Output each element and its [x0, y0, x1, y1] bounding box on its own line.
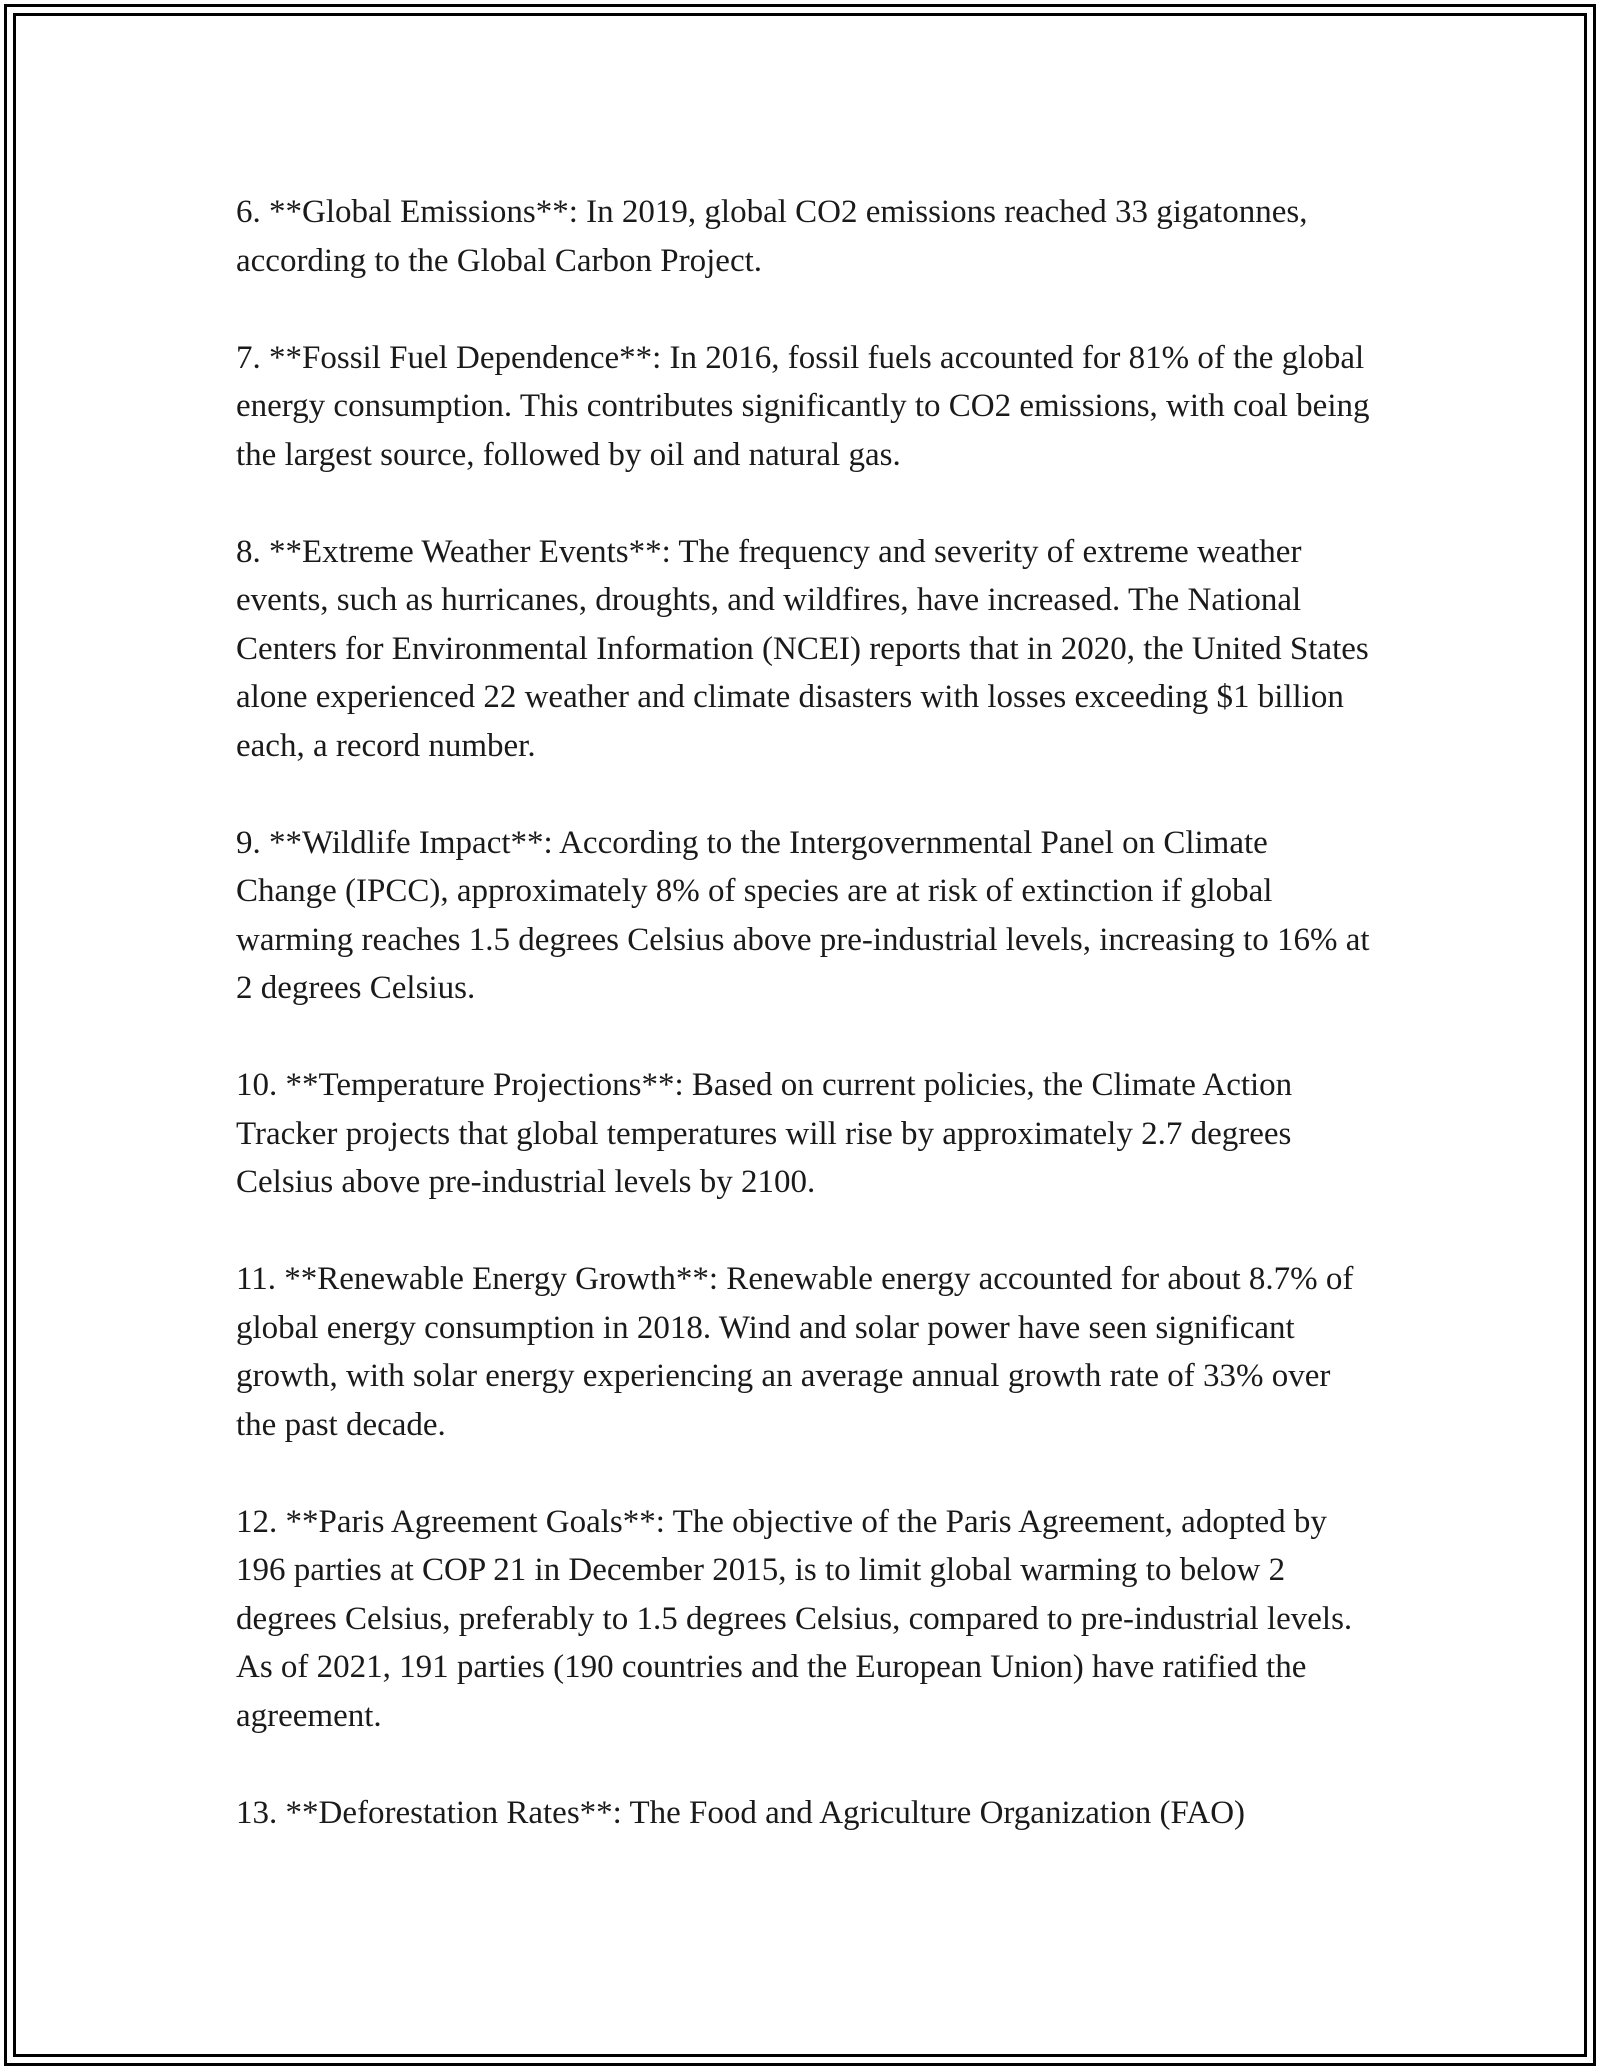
paragraph-fossil-fuel-dependence: 7. **Fossil Fuel Dependence**: In 2016, fossil fuels accounted for 81% of the global energy consumption. This contributes significantly to CO2 emissions, with coal being the largest source, followed by oil and natural gas. [236, 339, 1370, 473]
paragraph-wildlife-impact: 9. **Wildlife Impact**: According to the Intergovernmental Panel on Climate Change (IPCC), approximately 8% of species are at risk of extinction if global warming reaches 1.5 degrees Celsius above pre-industrial levels, increasing to 16% at 2 degrees Celsius. [236, 824, 1370, 1006]
paragraph-global-emissions: 6. **Global Emissions**: In 2019, global CO2 emissions reached 33 gigatonnes, according to the Global Carbon Project. [236, 194, 1308, 279]
paragraph-temperature-projections: 10. **Temperature Projections**: Based on current policies, the Climate Action Tracker projects that global temperatures will rise by approximately 2.7 degrees Celsius above pre-industrial levels by 2100. [236, 1067, 1293, 1200]
paragraph-extreme-weather-events: 8. **Extreme Weather Events**: The frequency and severity of extreme weather events, such as hurricanes, droughts, and wildfires, have increased. The National Centers for Environmental Information (NCEI) reports that in 2020, the United States alone experienced 22 weather and climate disasters with losses exceeding $1 billion each, a record number. [236, 533, 1369, 764]
paragraph-deforestation-rates: 13. **Deforestation Rates**: The Food and Agriculture Organization (FAO) [236, 1794, 1246, 1831]
paragraph-paris-agreement-goals: 12. **Paris Agreement Goals**: The objective of the Paris Agreement, adopted by 196 parties at COP 21 in December 2015, is to limit global warming to below 2 degrees Celsius, preferably to 1.5 degrees Celsius, compared to pre-industrial levels. As of 2021, 191 parties (190 countries and the European Union) have ratified the agreement. [236, 1503, 1353, 1734]
document-body [236, 188, 1376, 1837]
paragraph-renewable-energy-growth: 11. **Renewable Energy Growth**: Renewable energy accounted for about 8.7% of global energy consumption in 2018. Wind and solar power have seen significant growth, with solar energy experiencing an average annual growth rate of 33% over the past decade. [236, 1261, 1354, 1443]
